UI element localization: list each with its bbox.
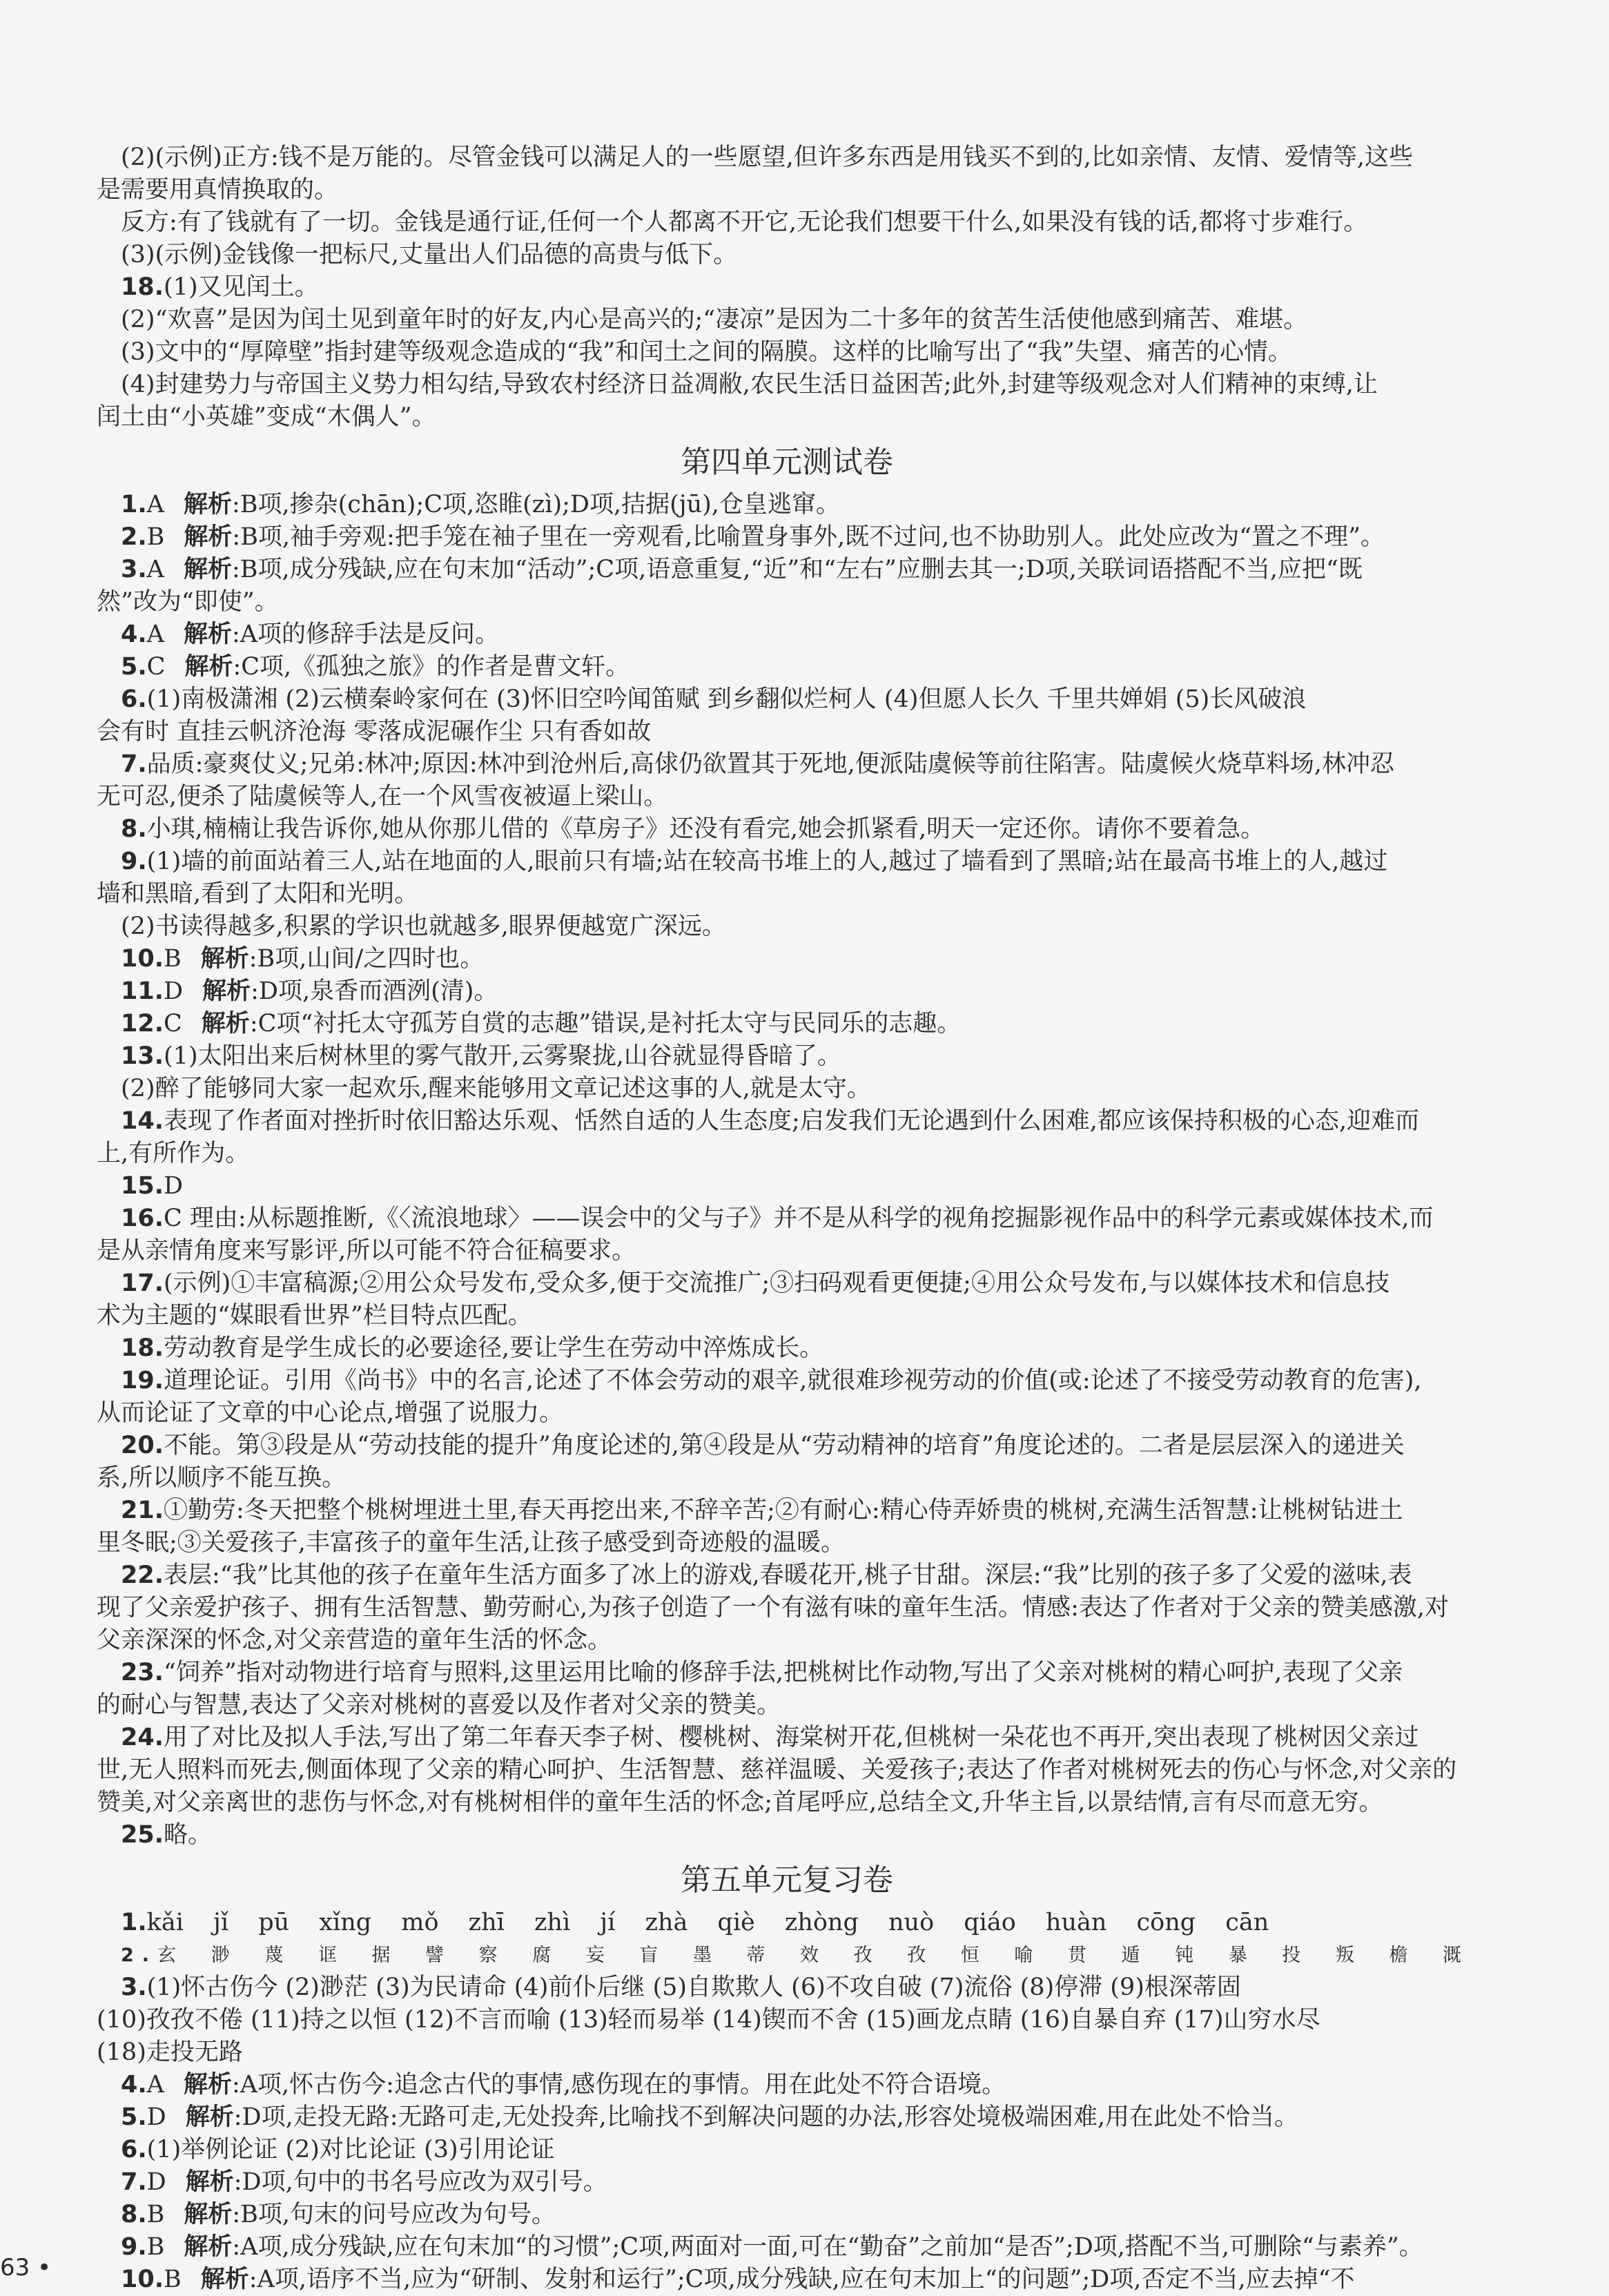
question-number: 9. — [121, 848, 147, 875]
answer-choice: C — [146, 653, 166, 681]
answer-line — [97, 1689, 1477, 1722]
answer-line — [97, 1495, 1477, 1527]
question-number: 5. — [121, 653, 147, 681]
analysis-label: 解析 — [184, 523, 233, 551]
answer-text: 世,无人照料而死去,侧面体现了父亲的精心呵护、生活智慧、慈祥温暖、关爱孩子;表达了作者对桃树死去的伤心与怀念,对父亲的 — [97, 1756, 1457, 1784]
analysis-label: 解析 — [183, 621, 232, 648]
answer-line — [97, 683, 1477, 716]
answer-line — [97, 2199, 1477, 2231]
question-number: 15. — [121, 1172, 164, 1200]
question-number: 6. — [121, 685, 147, 713]
analysis-label: 解析 — [184, 653, 233, 681]
answer-text: :C项“衬托太守孤芳自赏的志趣”错误,是衬托太守与民同乐的志趣。 — [249, 1010, 962, 1038]
answer-text: “饲养”指对动物进行培育与照料,这里运用比喻的修辞手法,把桃树比作动物,写出了父亲对桃树的精心呵护,表现了父亲 — [164, 1659, 1403, 1686]
answer-line — [97, 1972, 1477, 2004]
answer-choice: B — [164, 2266, 182, 2293]
answer-choice: D — [164, 1172, 184, 1200]
question-number: 4. — [121, 2071, 147, 2099]
answer-text: 品质:豪爽仗义;兄弟:林冲;原因:林冲到沧州后,高俅仍欲置其于死地,便派陆虞候等前往陷害。陆虞候火烧草料场,林冲忍 — [146, 750, 1394, 778]
answer-text: :C项,《孤独之旅》的作者是曹文轩。 — [233, 653, 630, 681]
answer-choice: A — [146, 491, 164, 518]
answer-text: (1)又见闰土。 — [164, 273, 319, 301]
answer-line — [97, 748, 1477, 781]
answer-text: 略。 — [164, 1821, 213, 1849]
question-number: 23. — [121, 1659, 164, 1686]
answer-choice: B — [164, 945, 182, 973]
answer-line — [97, 142, 1477, 174]
answer-text: 上,有所作为。 — [97, 1140, 250, 1167]
analysis-label: 解析 — [184, 2201, 233, 2228]
answer-text: 系,所以顺序不能互换。 — [97, 1464, 347, 1492]
answer-text: :A项,怀古伤今:追念古代的事情,感伤现在的事情。用在此处不符合语境。 — [231, 2071, 1006, 2099]
answer-text: 无可忍,便杀了陆虞候等人,在一个风雪夜被逼上梁山。 — [97, 783, 668, 810]
answer-text: (1)怀古伤今 (2)渺茫 (3)为民请命 (4)前仆后继 (5)自欺欺人 (6)不攻自破 (7)流俗 (8)停滞 (9)根深蒂固 — [146, 1974, 1241, 2001]
answer-text: :B项,掺杂(chān);C项,恣睢(zì);D项,拮据(jū),仓皇逃窜。 — [231, 491, 840, 518]
answer-line — [97, 1907, 1477, 1939]
answer-line — [97, 2166, 1477, 2199]
answer-text: (1)举例论证 (2)对比论证 (3)引用论证 — [146, 2136, 555, 2163]
answer-line — [97, 1787, 1477, 1819]
answer-page — [97, 142, 1477, 2296]
answer-line — [97, 206, 1477, 239]
question-number: 3. — [121, 1974, 147, 2001]
answer-text: 赞美,对父亲离世的悲伤与怀念,对有桃树相伴的童年生活的怀念;首尾呼应,总结全文,升华主旨,以景结情,言有尽而意无穷。 — [97, 1789, 1383, 1816]
answer-text: (2)醉了能够同大家一起欢乐,醒来能够用文章记述这事的人,就是太守。 — [121, 1075, 871, 1102]
answer-line — [97, 2101, 1477, 2134]
answer-line — [97, 1105, 1477, 1138]
answer-line — [97, 716, 1477, 748]
answer-line — [97, 521, 1477, 554]
answer-text: 劳动教育是学生成长的必要途径,要让学生在劳动中淬炼成长。 — [164, 1334, 824, 1362]
answer-text: (2)(示例)正方:钱不是万能的。尽管金钱可以满足人的一些愿望,但许多东西是用钱买不到的,比如亲情、友情、爱情等,这些 — [121, 144, 1414, 171]
page-number: 63 • — [0, 2254, 52, 2282]
answer-line — [97, 1203, 1477, 1235]
answer-choice: B — [146, 523, 165, 551]
answer-text: 玄 渺 蔑 诓 据 譬 察 腐 妄 盲 墨 蒂 效 孜 孜 恒 喻 贯 遁 钝 暴 投 叛 檐 溉 — [157, 1945, 1470, 1966]
answer-line — [97, 1138, 1477, 1170]
answer-line — [97, 813, 1477, 846]
answer-line — [97, 911, 1477, 943]
answer-line — [97, 2069, 1477, 2101]
question-number: 12. — [121, 1010, 164, 1038]
answer-line — [97, 489, 1477, 521]
answer-line — [97, 336, 1477, 369]
answer-line — [97, 1008, 1477, 1040]
answer-line — [97, 1657, 1477, 1689]
answer-choice: D — [146, 2168, 166, 2196]
answer-text: (2)“欢喜”是因为闰土见到童年时的好友,内心是高兴的;“凄凉”是因为二十多年的贫苦生活使他感到痛苦、难堪。 — [121, 306, 1308, 333]
question-number: 8. — [121, 2201, 147, 2228]
analysis-label: 解析 — [202, 977, 251, 1005]
answer-line — [97, 1235, 1477, 1267]
answer-line — [97, 619, 1477, 651]
answer-choice: C — [164, 1010, 182, 1038]
answer-line — [97, 1040, 1477, 1073]
answer-text: 是从亲情角度来写影评,所以可能不符合征稿要求。 — [97, 1237, 636, 1265]
analysis-label: 解析 — [185, 2103, 234, 2131]
answer-text: :B项,山间/之四时也。 — [248, 945, 485, 973]
analysis-label: 解析 — [183, 556, 232, 583]
question-number: 18. — [121, 273, 164, 301]
question-number: 8. — [121, 815, 147, 843]
answer-text: 术为主题的“媒眼看世界”栏目特点匹配。 — [97, 1302, 532, 1330]
question-number: 21. — [121, 1497, 164, 1524]
answer-text: 的耐心与智慧,表达了父亲对桃树的喜爱以及作者对父亲的赞美。 — [97, 1691, 781, 1719]
question-number: 9. — [121, 2233, 147, 2261]
question-number: 13. — [121, 1042, 164, 1070]
question-number: 24. — [121, 1724, 164, 1751]
previous-section-answers — [97, 142, 1477, 434]
answer-text: 不能。第③段是从“劳动技能的提升”角度论述的,第④段是从“劳动精神的培育”角度论述的。二者是层层深入的递进关 — [164, 1432, 1405, 1459]
answer-text: ①勤劳:冬天把整个桃树埋进土里,春天再挖出来,不辞辛苦;②有耐心:精心侍弄娇贵的桃树,充满生活智慧:让桃树钻进土 — [164, 1497, 1403, 1524]
answer-text: :A项的修辞手法是反问。 — [231, 621, 500, 648]
answer-text: (4)封建势力与帝国主义势力相勾结,导致农村经济日益凋敝,农民生活日益困苦;此外,封建等级观念对人们精神的束缚,让 — [121, 371, 1378, 398]
answer-line — [97, 2036, 1477, 2069]
question-number: 25. — [121, 1821, 164, 1849]
question-number: 11. — [121, 977, 164, 1005]
analysis-label: 解析 — [184, 2233, 233, 2261]
answer-text: (2)书读得越多,积累的学识也就越多,眼界便越宽广深远。 — [121, 913, 726, 940]
analysis-label: 解析 — [200, 945, 249, 973]
analysis-label: 解析 — [201, 1010, 250, 1038]
answer-line — [97, 369, 1477, 401]
question-number: 2. — [121, 523, 147, 551]
answer-line — [97, 1170, 1477, 1203]
analysis-label: 解析 — [183, 2071, 232, 2099]
answer-line — [97, 401, 1477, 434]
answer-text: :B项,成分残缺,应在句末加“活动”;C项,语意重复,“近”和“左右”应删去其一;D项,关联词语搭配不当,应把“既 — [231, 556, 1363, 583]
answer-text: 然”改为“即使”。 — [97, 588, 279, 616]
answer-line — [97, 975, 1477, 1008]
answer-text: 从而论证了文章的中心论点,增强了说服力。 — [97, 1399, 564, 1427]
answer-choice: A — [146, 2071, 164, 2099]
question-number: 5. — [121, 2103, 147, 2131]
question-number: 10. — [121, 2266, 164, 2293]
answer-line — [97, 1722, 1477, 1754]
question-number: 1. — [121, 491, 147, 518]
unit5-answers — [97, 1907, 1477, 2296]
answer-text: 用了对比及拟人手法,写出了第二年春天李子树、樱桃树、海棠树开花,但桃树一朵花也不再开,突出表现了桃树因父亲过 — [164, 1724, 1419, 1751]
question-number: 20. — [121, 1432, 164, 1459]
answer-line — [97, 174, 1477, 206]
answer-choice: A — [146, 556, 164, 583]
question-number: 6. — [121, 2136, 147, 2163]
answer-choice: D — [146, 2103, 166, 2131]
answer-text: 表现了作者面对挫折时依旧豁达乐观、恬然自适的人生态度;启发我们无论遇到什么困难,都应该保持积极的心态,迎难而 — [164, 1107, 1420, 1135]
answer-text: 小琪,楠楠让我告诉你,她从你那儿借的《草房子》还没有看完,她会抓紧看,明天一定还你。请你不要着急。 — [146, 815, 1265, 843]
answer-line — [97, 1300, 1477, 1332]
unit4-heading: 第四单元测试卷 — [681, 445, 893, 480]
answer-line — [97, 1559, 1477, 1592]
answer-text: (10)孜孜不倦 (11)持之以恒 (12)不言而喻 (13)轻而易举 (14)锲而不舍 (15)画龙点睛 (16)自暴自弃 (17)山穷水尽 — [97, 2006, 1320, 2034]
answer-text: 父亲深深的怀念,对父亲营造的童年生活的怀念。 — [97, 1626, 612, 1654]
answer-line — [97, 1939, 1477, 1972]
question-number: 7. — [121, 2168, 147, 2196]
answer-line — [97, 2264, 1477, 2296]
answer-line — [97, 1430, 1477, 1462]
answer-line — [97, 1332, 1477, 1365]
answer-line — [97, 554, 1477, 586]
answer-line — [97, 1592, 1477, 1624]
answer-text: :B项,袖手旁观:把手笼在袖子里在一旁观看,比喻置身事外,既不过问,也不协助别人。此处应改为“置之不理”。 — [232, 523, 1385, 551]
answer-text: :D项,泉香而酒洌(清)。 — [251, 977, 498, 1005]
answer-line — [97, 2231, 1477, 2264]
answer-text: (3)文中的“厚障壁”指封建等级观念造成的“我”和闰土之间的隔膜。这样的比喻写出了“我”失望、痛苦的心情。 — [121, 338, 1292, 366]
analysis-label: 解析 — [200, 2266, 249, 2293]
question-number: 7. — [121, 750, 147, 778]
analysis-label: 解析 — [183, 491, 232, 518]
answer-line — [97, 1397, 1477, 1430]
answer-text: :D项,句中的书名号应改为双引号。 — [233, 2168, 607, 2196]
question-number: 4. — [121, 621, 147, 648]
answer-choice: C — [164, 1205, 182, 1232]
answer-text: :A项,语序不当,应为“研制、发射和运行”;C项,成分残缺,应在句末加上“的问题”;D项,否定不当,应去掉“不 — [248, 2266, 1355, 2293]
answer-line — [97, 1267, 1477, 1300]
answer-line — [97, 586, 1477, 619]
answer-text: kǎi jǐ pū xǐng mǒ zhī zhì jí zhà qiè zhòng nuò qiáo huàn cōng cān — [146, 1909, 1269, 1936]
question-number: 14. — [121, 1107, 164, 1135]
answer-choice: B — [146, 2201, 165, 2228]
answer-text: (3)(示例)金钱像一把标尺,丈量出人们品德的高贵与低下。 — [121, 241, 738, 269]
answer-text: 闰土由“小英雄”变成“木偶人”。 — [97, 403, 436, 431]
answer-text: (1)墙的前面站着三人,站在地面的人,眼前只有墙;站在较高书堆上的人,越过了墙看到了黑暗;站在最高书堆上的人,越过 — [146, 848, 1388, 875]
answer-line — [97, 2134, 1477, 2166]
analysis-label: 解析 — [185, 2168, 234, 2196]
question-number: 22. — [121, 1562, 164, 1589]
answer-text: :B项,句末的问号应改为句号。 — [232, 2201, 556, 2228]
answer-line — [97, 1073, 1477, 1105]
answer-line — [97, 846, 1477, 878]
question-number: 3. — [121, 556, 147, 583]
answer-text: (示例)①丰富稿源;②用公众号发布,受众多,便于交流推广;③扫码观看更便捷;④用公众号发布,与以媒体技术和信息技 — [164, 1269, 1390, 1297]
answer-line — [97, 1754, 1477, 1787]
question-number: 1. — [121, 1909, 147, 1936]
answer-line — [97, 1462, 1477, 1495]
answer-line — [97, 1624, 1477, 1657]
answer-line — [97, 2004, 1477, 2036]
answer-line — [97, 878, 1477, 911]
unit4-answers — [97, 489, 1477, 1851]
answer-choice: D — [164, 977, 184, 1005]
question-number: 10. — [121, 945, 164, 973]
answer-line — [97, 651, 1477, 683]
answer-text: 理由:从标题推断,《〈流浪地球〉——误会中的父与子》并不是从科学的视角挖掘影视作品中的科学元素或媒体技术,而 — [182, 1205, 1434, 1232]
answer-line — [97, 943, 1477, 975]
answer-line — [97, 271, 1477, 304]
answer-line — [97, 239, 1477, 271]
answer-text: 现了父亲爱护孩子、拥有生活智慧、勤劳耐心,为孩子创造了一个有滋有味的童年生活。情感:表达了作者对于父亲的赞美感激,对 — [97, 1594, 1450, 1622]
answer-line — [97, 304, 1477, 336]
answer-line — [97, 1365, 1477, 1397]
answer-text: 会有时 直挂云帆济沧海 零落成泥碾作尘 只有香如故 — [97, 718, 652, 746]
answer-text: 是需要用真情换取的。 — [97, 176, 339, 204]
answer-text: (1)太阳出来后树林里的雾气散开,云雾聚拢,山谷就显得昏暗了。 — [164, 1042, 841, 1070]
question-number: 17. — [121, 1269, 164, 1297]
answer-text: 里冬眠;③关爱孩子,丰富孩子的童年生活,让孩子感受到奇迹般的温暖。 — [97, 1529, 846, 1557]
answer-text: :A项,成分残缺,应在句末加“的习惯”;C项,两面对一面,可在“勤奋”之前加“是否”;D项,搭配不当,可删除“与素养”。 — [232, 2233, 1423, 2261]
answer-text: (18)走投无路 — [97, 2039, 243, 2066]
question-number: 2. — [121, 1945, 158, 1966]
question-number: 16. — [121, 1205, 164, 1232]
answer-text: (1)南极潇湘 (2)云横秦岭家何在 (3)怀旧空吟闻笛赋 到乡翻似烂柯人 (4)但愿人长久 千里共婵娟 (5)长风破浪 — [146, 685, 1307, 713]
answer-choice: B — [146, 2233, 165, 2261]
question-number: 18. — [121, 1334, 164, 1362]
answer-text: :D项,走投无路:无路可走,无处投奔,比喻找不到解决问题的办法,形容处境极端困难,用在此处不恰当。 — [233, 2103, 1299, 2131]
question-number: 19. — [121, 1367, 164, 1394]
answer-text: 反方:有了钱就有了一切。金钱是通行证,任何一个人都离不开它,无论我们想要干什么,如果没有钱的话,都将寸步难行。 — [121, 208, 1368, 236]
answer-text: 墙和黑暗,看到了太阳和光明。 — [97, 880, 419, 908]
answer-line — [97, 781, 1477, 813]
unit5-heading: 第五单元复习卷 — [681, 1862, 893, 1898]
answer-line — [97, 1527, 1477, 1559]
answer-line — [97, 1819, 1477, 1851]
answer-choice: A — [146, 621, 164, 648]
answer-text: 表层:“我”比其他的孩子在童年生活方面多了冰上的游戏,春暖花开,桃子甘甜。深层:“我”比别的孩子多了父爱的滋味,表 — [164, 1562, 1412, 1589]
answer-text: 道理论证。引用《尚书》中的名言,论述了不体会劳动的艰辛,就很难珍视劳动的价值(或:论述了不接受劳动教育的危害), — [164, 1367, 1422, 1394]
